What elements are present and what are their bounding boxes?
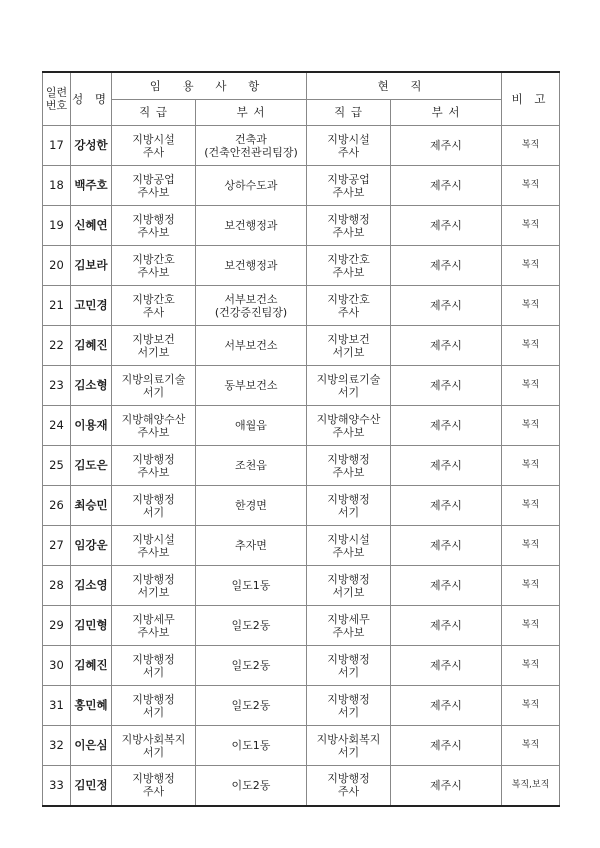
table-row: [43, 566, 560, 606]
row-appointment-dept: 건축과 (건축안전관리팀장): [196, 126, 307, 166]
row-name: 이용재: [71, 406, 112, 446]
row-appointment-rank: 지방간호 주사보: [112, 246, 196, 286]
row-current-dept: 제주시: [391, 126, 502, 166]
table-row: [43, 726, 560, 766]
row-note: 복직: [502, 646, 560, 686]
row-appointment-rank: 지방행정 서기: [112, 486, 196, 526]
row-serial-number: 19: [43, 206, 71, 246]
row-name: 김도은: [71, 446, 112, 486]
row-appointment-dept: 서부보건소 (건강증진팀장): [196, 286, 307, 326]
row-current-dept: 제주시: [391, 406, 502, 446]
header-current-dept: 부 서: [391, 100, 502, 126]
row-current-rank: 지방의료기술 서기: [307, 366, 391, 406]
row-note: 복직: [502, 166, 560, 206]
row-name: 임강운: [71, 526, 112, 566]
row-current-dept: 제주시: [391, 446, 502, 486]
row-current-rank: 지방간호 주사: [307, 286, 391, 326]
table-row: [43, 286, 560, 326]
row-note: 복직: [502, 526, 560, 566]
row-name: 고민경: [71, 286, 112, 326]
row-current-rank: 지방시설 주사보: [307, 526, 391, 566]
row-appointment-dept: 일도2동: [196, 646, 307, 686]
row-serial-number: 23: [43, 366, 71, 406]
table-row: [43, 206, 560, 246]
header-appointment: 임 용 사 항: [112, 72, 307, 100]
row-current-dept: 제주시: [391, 206, 502, 246]
table-body: [43, 126, 560, 806]
row-current-rank: 지방행정 주사보: [307, 206, 391, 246]
row-appointment-rank: 지방해양수산 주사보: [112, 406, 196, 446]
table-row: [43, 166, 560, 206]
row-name: 강성한: [71, 126, 112, 166]
row-current-rank: 지방사회복지 서기: [307, 726, 391, 766]
row-name: 김혜진: [71, 326, 112, 366]
row-appointment-dept: 서부보건소: [196, 326, 307, 366]
row-current-dept: 제주시: [391, 566, 502, 606]
row-serial-number: 30: [43, 646, 71, 686]
row-note: 복직: [502, 286, 560, 326]
row-appointment-dept: 애월읍: [196, 406, 307, 446]
row-note: 복직: [502, 326, 560, 366]
row-appointment-dept: 일도2동: [196, 606, 307, 646]
row-serial-number: 31: [43, 686, 71, 726]
row-appointment-rank: 지방행정 주사: [112, 766, 196, 806]
row-note: 복직: [502, 246, 560, 286]
row-note: 복직: [502, 126, 560, 166]
row-appointment-dept: 일도1동: [196, 566, 307, 606]
row-appointment-dept: 일도2동: [196, 686, 307, 726]
row-serial-number: 24: [43, 406, 71, 446]
header-serial-number: 일련 번호: [43, 72, 71, 126]
row-note: 복직: [502, 406, 560, 446]
row-current-dept: 제주시: [391, 646, 502, 686]
row-appointment-dept: 상하수도과: [196, 166, 307, 206]
row-name: 신혜연: [71, 206, 112, 246]
row-current-dept: 제주시: [391, 766, 502, 806]
row-appointment-rank: 지방행정 주사보: [112, 206, 196, 246]
row-serial-number: 33: [43, 766, 71, 806]
row-serial-number: 32: [43, 726, 71, 766]
row-name: 김소형: [71, 366, 112, 406]
row-appointment-rank: 지방행정 서기: [112, 686, 196, 726]
row-serial-number: 29: [43, 606, 71, 646]
row-current-rank: 지방행정 주사보: [307, 446, 391, 486]
row-note: 복직: [502, 686, 560, 726]
row-current-rank: 지방세무 주사보: [307, 606, 391, 646]
row-serial-number: 17: [43, 126, 71, 166]
row-serial-number: 26: [43, 486, 71, 526]
row-appointment-dept: 보건행정과: [196, 246, 307, 286]
header-appointment-dept: 부 서: [196, 100, 307, 126]
row-current-rank: 지방행정 주사: [307, 766, 391, 806]
row-appointment-dept: 이도1동: [196, 726, 307, 766]
row-serial-number: 28: [43, 566, 71, 606]
row-current-rank: 지방행정 서기: [307, 486, 391, 526]
row-name: 최승민: [71, 486, 112, 526]
row-current-dept: 제주시: [391, 606, 502, 646]
row-name: 백주호: [71, 166, 112, 206]
row-appointment-dept: 한경면: [196, 486, 307, 526]
row-current-dept: 제주시: [391, 286, 502, 326]
table-row: [43, 526, 560, 566]
row-current-dept: 제주시: [391, 726, 502, 766]
row-name: 김민형: [71, 606, 112, 646]
row-appointment-dept: 동부보건소: [196, 366, 307, 406]
row-current-rank: 지방행정 서기: [307, 646, 391, 686]
row-appointment-dept: 조천읍: [196, 446, 307, 486]
row-appointment-rank: 지방간호 주사: [112, 286, 196, 326]
row-appointment-rank: 지방사회복지 서기: [112, 726, 196, 766]
row-appointment-rank: 지방시설 주사보: [112, 526, 196, 566]
row-note: 복직: [502, 366, 560, 406]
table-row: [43, 446, 560, 486]
header-name: 성 명: [71, 72, 112, 126]
table-row: [43, 366, 560, 406]
row-current-dept: 제주시: [391, 526, 502, 566]
row-note: 복직,보직: [502, 766, 560, 806]
table-row: [43, 606, 560, 646]
row-appointment-rank: 지방세무 주사보: [112, 606, 196, 646]
table-row: [43, 486, 560, 526]
row-serial-number: 22: [43, 326, 71, 366]
table-row: [43, 686, 560, 726]
row-serial-number: 21: [43, 286, 71, 326]
row-serial-number: 20: [43, 246, 71, 286]
row-name: 김소영: [71, 566, 112, 606]
appointment-table: [42, 71, 560, 807]
row-current-dept: 제주시: [391, 326, 502, 366]
header-note: 비 고: [502, 72, 560, 126]
row-note: 복직: [502, 566, 560, 606]
row-appointment-dept: 보건행정과: [196, 206, 307, 246]
row-note: 복직: [502, 446, 560, 486]
row-current-rank: 지방간호 주사보: [307, 246, 391, 286]
row-name: 김보라: [71, 246, 112, 286]
row-current-rank: 지방시설 주사: [307, 126, 391, 166]
header-appointment-rank: 직 급: [112, 100, 196, 126]
row-appointment-dept: 이도2동: [196, 766, 307, 806]
header-current-rank: 직 급: [307, 100, 391, 126]
row-note: 복직: [502, 726, 560, 766]
row-appointment-rank: 지방의료기술 서기: [112, 366, 196, 406]
row-serial-number: 18: [43, 166, 71, 206]
table-row: [43, 406, 560, 446]
row-serial-number: 25: [43, 446, 71, 486]
row-current-dept: 제주시: [391, 486, 502, 526]
row-current-rank: 지방해양수산 주사보: [307, 406, 391, 446]
row-current-rank: 지방공업 주사보: [307, 166, 391, 206]
table-row: [43, 646, 560, 686]
row-current-dept: 제주시: [391, 246, 502, 286]
row-current-dept: 제주시: [391, 686, 502, 726]
row-note: 복직: [502, 206, 560, 246]
row-serial-number: 27: [43, 526, 71, 566]
row-current-dept: 제주시: [391, 366, 502, 406]
row-name: 이은심: [71, 726, 112, 766]
row-appointment-rank: 지방행정 서기: [112, 646, 196, 686]
table-row: [43, 126, 560, 166]
row-current-rank: 지방행정 서기보: [307, 566, 391, 606]
row-current-dept: 제주시: [391, 166, 502, 206]
table-row: [43, 246, 560, 286]
row-name: 홍민혜: [71, 686, 112, 726]
row-appointment-rank: 지방행정 서기보: [112, 566, 196, 606]
row-current-rank: 지방행정 서기: [307, 686, 391, 726]
row-current-rank: 지방보건 서기보: [307, 326, 391, 366]
row-appointment-rank: 지방시설 주사: [112, 126, 196, 166]
row-note: 복직: [502, 486, 560, 526]
row-appointment-rank: 지방공업 주사보: [112, 166, 196, 206]
table-row: [43, 326, 560, 366]
row-name: 김민정: [71, 766, 112, 806]
row-appointment-dept: 추자면: [196, 526, 307, 566]
table-row: [43, 766, 560, 806]
row-name: 김혜진: [71, 646, 112, 686]
row-appointment-rank: 지방행정 주사보: [112, 446, 196, 486]
row-note: 복직: [502, 606, 560, 646]
header-current-position: 현 직: [307, 72, 502, 100]
row-appointment-rank: 지방보건 서기보: [112, 326, 196, 366]
